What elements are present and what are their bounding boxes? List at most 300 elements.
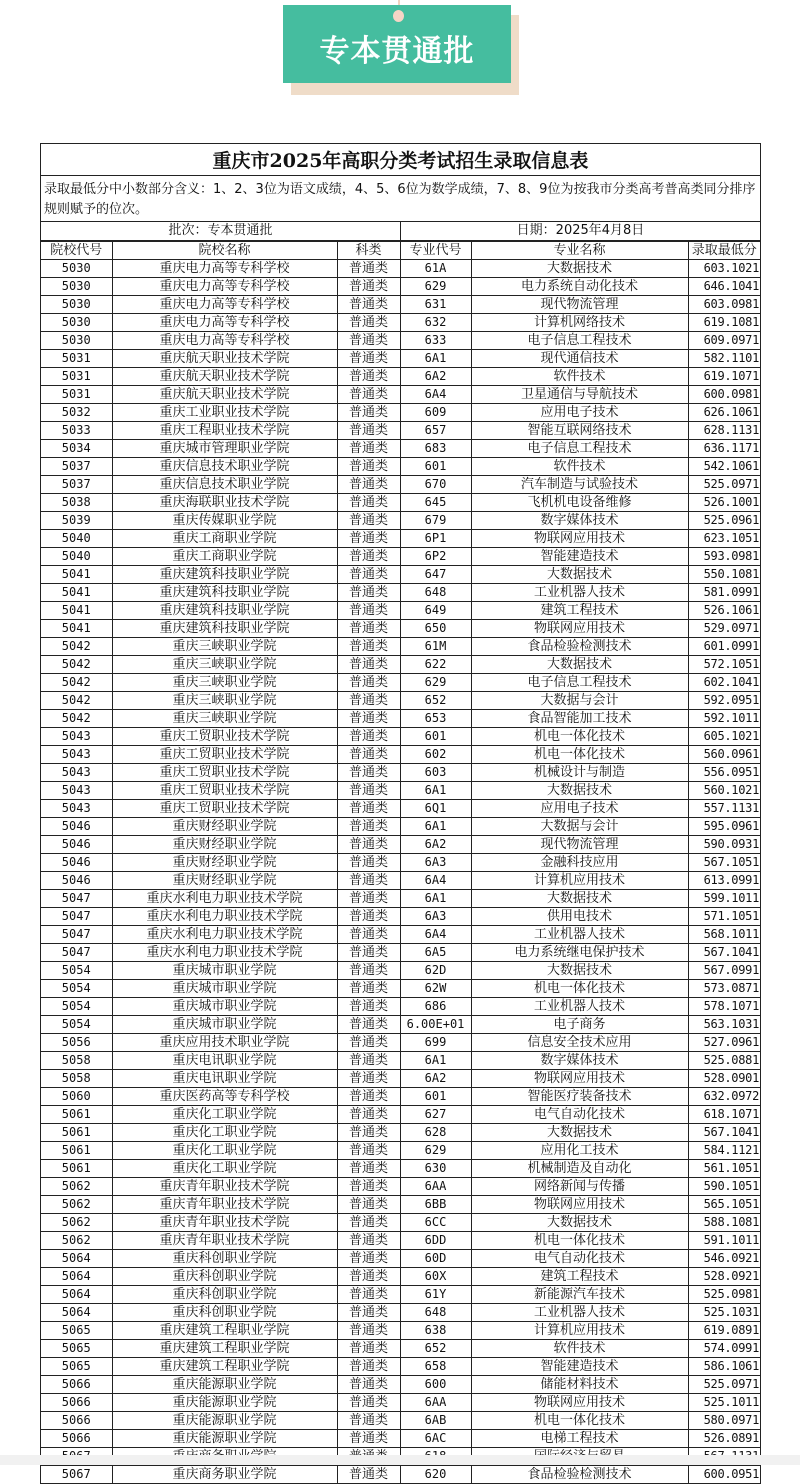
cell-major-name: 应用电子技术 xyxy=(471,404,688,422)
cell-school-name: 重庆电力高等专科学校 xyxy=(112,332,337,350)
cell-school-code: 5043 xyxy=(41,728,112,746)
table-row xyxy=(41,710,760,728)
table-row xyxy=(41,1106,760,1124)
table-row xyxy=(41,458,760,476)
cell-school-name: 重庆建筑科技职业学院 xyxy=(112,602,337,620)
cell-major-name: 物联网应用技术 xyxy=(471,1070,688,1088)
cell-school-code: 5041 xyxy=(41,584,112,602)
cell-school-code: 5054 xyxy=(41,980,112,998)
cell-school-name: 重庆三峡职业学院 xyxy=(112,638,337,656)
table-row xyxy=(41,782,760,800)
cell-min-score: 526.0891 xyxy=(688,1430,760,1448)
cell-min-score: 592.0951 xyxy=(688,692,760,710)
table-row xyxy=(41,1070,760,1088)
cell-school-code: 5058 xyxy=(41,1052,112,1070)
table-header-row xyxy=(41,242,760,260)
cell-school-name: 重庆青年职业技术学院 xyxy=(112,1232,337,1250)
table-row xyxy=(41,1286,760,1304)
table-row xyxy=(41,1016,760,1034)
cell-min-score: 556.0951 xyxy=(688,764,760,782)
cell-school-name: 重庆青年职业技术学院 xyxy=(112,1178,337,1196)
cell-school-code: 5061 xyxy=(41,1160,112,1178)
cell-school-code: 5042 xyxy=(41,656,112,674)
cell-school-code: 5033 xyxy=(41,422,112,440)
cell-school-name: 重庆财经职业学院 xyxy=(112,854,337,872)
table-row xyxy=(41,278,760,296)
cell-school-name: 重庆科创职业学院 xyxy=(112,1250,337,1268)
cell-major-name: 大数据技术 xyxy=(471,656,688,674)
cell-category: 普通类 xyxy=(337,278,400,296)
cell-min-score: 600.0981 xyxy=(688,386,760,404)
cell-major-name: 智能建造技术 xyxy=(471,548,688,566)
cell-category: 普通类 xyxy=(337,440,400,458)
cell-major-name: 汽车制造与试验技术 xyxy=(471,476,688,494)
table-row xyxy=(41,1358,760,1376)
cell-major-name: 电气自动化技术 xyxy=(471,1250,688,1268)
cell-min-score: 600.0951 xyxy=(688,1466,760,1484)
score-note: 录取最低分中小数部分含义：1、2、3位为语文成绩，4、5、6位为数学成绩，7、8、9位为按我市分类高考普高类同分排序规则赋予的位次。 xyxy=(41,176,760,222)
table-row xyxy=(41,1412,760,1430)
table-row xyxy=(41,998,760,1016)
cell-category: 普通类 xyxy=(337,710,400,728)
table-row xyxy=(41,1052,760,1070)
cell-school-name: 重庆医药高等专科学校 xyxy=(112,1088,337,1106)
cell-major-code: 622 xyxy=(400,656,471,674)
cell-major-name: 金融科技应用 xyxy=(471,854,688,872)
cell-major-code: 601 xyxy=(400,1088,471,1106)
cell-school-code: 5030 xyxy=(41,278,112,296)
cell-school-name: 重庆工商职业学院 xyxy=(112,530,337,548)
cell-major-name: 物联网应用技术 xyxy=(471,1196,688,1214)
table-row xyxy=(41,1394,760,1412)
cell-category: 普通类 xyxy=(337,782,400,800)
table-row xyxy=(41,440,760,458)
cell-school-code: 5042 xyxy=(41,710,112,728)
cell-min-score: 560.1021 xyxy=(688,782,760,800)
cell-min-score: 525.0981 xyxy=(688,1286,760,1304)
cell-school-name: 重庆水利电力职业技术学院 xyxy=(112,890,337,908)
cell-major-code: 645 xyxy=(400,494,471,512)
table-row xyxy=(41,386,760,404)
cell-school-name: 重庆水利电力职业技术学院 xyxy=(112,944,337,962)
cell-school-name: 重庆三峡职业学院 xyxy=(112,710,337,728)
cell-category: 普通类 xyxy=(337,602,400,620)
cell-category: 普通类 xyxy=(337,1106,400,1124)
cell-major-name: 飞机机电设备维修 xyxy=(471,494,688,512)
cell-category: 普通类 xyxy=(337,1196,400,1214)
cell-major-code: 6A1 xyxy=(400,782,471,800)
cell-school-name: 重庆建筑科技职业学院 xyxy=(112,566,337,584)
cell-category: 普通类 xyxy=(337,926,400,944)
cell-school-name: 重庆三峡职业学院 xyxy=(112,674,337,692)
cell-min-score: 565.1051 xyxy=(688,1196,760,1214)
cell-min-score: 526.1001 xyxy=(688,494,760,512)
cell-major-code: 6A1 xyxy=(400,890,471,908)
col-header-min-score: 录取最低分 xyxy=(688,242,760,260)
table-row xyxy=(41,854,760,872)
cell-category: 普通类 xyxy=(337,656,400,674)
cell-school-name: 重庆建筑工程职业学院 xyxy=(112,1322,337,1340)
cell-major-name: 大数据技术 xyxy=(471,962,688,980)
table-row xyxy=(41,980,760,998)
cell-school-code: 5043 xyxy=(41,764,112,782)
cell-school-code: 5042 xyxy=(41,674,112,692)
cell-major-name: 大数据技术 xyxy=(471,260,688,278)
cell-school-name: 重庆信息技术职业学院 xyxy=(112,458,337,476)
cell-major-code: 609 xyxy=(400,404,471,422)
cell-major-name: 供用电技术 xyxy=(471,908,688,926)
cell-school-name: 重庆城市管理职业学院 xyxy=(112,440,337,458)
cell-category: 普通类 xyxy=(337,512,400,530)
cell-major-name: 物联网应用技术 xyxy=(471,1394,688,1412)
cell-major-code: 649 xyxy=(400,602,471,620)
cell-category: 普通类 xyxy=(337,1466,400,1484)
cell-major-code: 620 xyxy=(400,1466,471,1484)
cell-school-name: 重庆科创职业学院 xyxy=(112,1304,337,1322)
cell-major-name: 智能互联网络技术 xyxy=(471,422,688,440)
cell-school-name: 重庆电讯职业学院 xyxy=(112,1070,337,1088)
cell-school-name: 重庆城市职业学院 xyxy=(112,998,337,1016)
cell-school-name: 重庆财经职业学院 xyxy=(112,836,337,854)
cell-major-code: 630 xyxy=(400,1160,471,1178)
cell-school-code: 5031 xyxy=(41,350,112,368)
cell-major-code: 670 xyxy=(400,476,471,494)
table-row xyxy=(41,692,760,710)
table-row xyxy=(41,1178,760,1196)
table-row xyxy=(41,962,760,980)
cell-school-name: 重庆商务职业学院 xyxy=(112,1466,337,1484)
table-row xyxy=(41,1160,760,1178)
table-row xyxy=(41,1268,760,1286)
cell-major-name: 机械设计与制造 xyxy=(471,764,688,782)
cell-school-name: 重庆信息技术职业学院 xyxy=(112,476,337,494)
cell-category: 普通类 xyxy=(337,998,400,1016)
cell-major-name: 工业机器人技术 xyxy=(471,998,688,1016)
table-row xyxy=(41,620,760,638)
cell-category: 普通类 xyxy=(337,818,400,836)
cell-school-code: 5066 xyxy=(41,1376,112,1394)
cell-school-code: 5065 xyxy=(41,1358,112,1376)
cell-school-name: 重庆工业职业技术学院 xyxy=(112,404,337,422)
table-row xyxy=(41,926,760,944)
cell-min-score: 605.1021 xyxy=(688,728,760,746)
cell-min-score: 588.1081 xyxy=(688,1214,760,1232)
table-row xyxy=(41,1196,760,1214)
cell-school-code: 5047 xyxy=(41,944,112,962)
cell-school-code: 5062 xyxy=(41,1178,112,1196)
cell-major-name: 电梯工程技术 xyxy=(471,1430,688,1448)
table-row xyxy=(41,566,760,584)
cell-category: 普通类 xyxy=(337,1214,400,1232)
cell-category: 普通类 xyxy=(337,476,400,494)
cell-min-score: 592.1011 xyxy=(688,710,760,728)
cell-major-name: 卫星通信与导航技术 xyxy=(471,386,688,404)
cell-school-code: 5060 xyxy=(41,1088,112,1106)
cell-category: 普通类 xyxy=(337,1340,400,1358)
cell-major-code: 61M xyxy=(400,638,471,656)
cell-school-code: 5047 xyxy=(41,926,112,944)
cell-category: 普通类 xyxy=(337,1034,400,1052)
cell-min-score: 567.1051 xyxy=(688,854,760,872)
cell-major-code: 683 xyxy=(400,440,471,458)
cell-min-score: 573.0871 xyxy=(688,980,760,998)
cell-category: 普通类 xyxy=(337,1268,400,1286)
cell-major-name: 机电一体化技术 xyxy=(471,746,688,764)
cell-school-code: 5041 xyxy=(41,602,112,620)
cell-school-code: 5062 xyxy=(41,1232,112,1250)
cell-category: 普通类 xyxy=(337,350,400,368)
cell-category: 普通类 xyxy=(337,692,400,710)
table-body xyxy=(41,260,760,1484)
cell-school-name: 重庆三峡职业学院 xyxy=(112,692,337,710)
cell-school-name: 重庆三峡职业学院 xyxy=(112,656,337,674)
cell-major-code: 650 xyxy=(400,620,471,638)
cell-min-score: 529.0971 xyxy=(688,620,760,638)
cell-school-name: 重庆科创职业学院 xyxy=(112,1268,337,1286)
cell-category: 普通类 xyxy=(337,854,400,872)
cell-major-name: 电气自动化技术 xyxy=(471,1106,688,1124)
cell-major-code: 699 xyxy=(400,1034,471,1052)
cell-major-code: 6P2 xyxy=(400,548,471,566)
cell-major-name: 机械制造及自动化 xyxy=(471,1160,688,1178)
cell-major-name: 现代物流管理 xyxy=(471,296,688,314)
cell-school-name: 重庆工贸职业技术学院 xyxy=(112,746,337,764)
cell-school-code: 5066 xyxy=(41,1430,112,1448)
cell-major-code: 601 xyxy=(400,458,471,476)
cell-school-name: 重庆财经职业学院 xyxy=(112,872,337,890)
cell-major-name: 大数据与会计 xyxy=(471,818,688,836)
cell-category: 普通类 xyxy=(337,314,400,332)
cell-major-name: 新能源汽车技术 xyxy=(471,1286,688,1304)
table-row xyxy=(41,1376,760,1394)
table-row xyxy=(41,260,760,278)
cell-school-name: 重庆城市职业学院 xyxy=(112,962,337,980)
table-row xyxy=(41,584,760,602)
table-row xyxy=(41,638,760,656)
cell-major-code: 6AC xyxy=(400,1430,471,1448)
cell-category: 普通类 xyxy=(337,1232,400,1250)
cell-school-code: 5047 xyxy=(41,890,112,908)
cell-category: 普通类 xyxy=(337,1304,400,1322)
cell-major-name: 大数据与会计 xyxy=(471,692,688,710)
cell-school-code: 5061 xyxy=(41,1124,112,1142)
table-row xyxy=(41,1142,760,1160)
table-row xyxy=(41,1124,760,1142)
cell-min-score: 632.0972 xyxy=(688,1088,760,1106)
cell-major-code: 679 xyxy=(400,512,471,530)
cell-school-code: 5043 xyxy=(41,800,112,818)
cell-major-code: 629 xyxy=(400,674,471,692)
table-row xyxy=(41,332,760,350)
cell-school-name: 重庆科创职业学院 xyxy=(112,1286,337,1304)
cell-major-code: 657 xyxy=(400,422,471,440)
cell-school-code: 5042 xyxy=(41,692,112,710)
table-row xyxy=(41,728,760,746)
cell-school-name: 重庆海联职业技术学院 xyxy=(112,494,337,512)
cell-school-code: 5034 xyxy=(41,440,112,458)
cell-major-code: 686 xyxy=(400,998,471,1016)
cell-category: 普通类 xyxy=(337,800,400,818)
cell-min-score: 599.1011 xyxy=(688,890,760,908)
cell-major-code: 601 xyxy=(400,728,471,746)
cell-school-code: 5030 xyxy=(41,332,112,350)
cell-min-score: 557.1131 xyxy=(688,800,760,818)
cell-major-code: 6AA xyxy=(400,1178,471,1196)
cell-school-code: 5067 xyxy=(41,1466,112,1484)
cell-major-code: 658 xyxy=(400,1358,471,1376)
cell-major-name: 信息安全技术应用 xyxy=(471,1034,688,1052)
cell-major-name: 网络新闻与传播 xyxy=(471,1178,688,1196)
cell-min-score: 613.0991 xyxy=(688,872,760,890)
cell-school-code: 5065 xyxy=(41,1340,112,1358)
col-header-school-name: 院校名称 xyxy=(112,242,337,260)
table-row xyxy=(41,800,760,818)
table-row xyxy=(41,764,760,782)
table-row xyxy=(41,908,760,926)
cell-major-name: 工业机器人技术 xyxy=(471,1304,688,1322)
cell-major-code: 62D xyxy=(400,962,471,980)
cell-category: 普通类 xyxy=(337,1142,400,1160)
cell-school-name: 重庆建筑工程职业学院 xyxy=(112,1340,337,1358)
cell-category: 普通类 xyxy=(337,1124,400,1142)
cell-school-code: 5066 xyxy=(41,1394,112,1412)
table-row xyxy=(41,422,760,440)
cell-category: 普通类 xyxy=(337,962,400,980)
table-row xyxy=(41,1322,760,1340)
table-row xyxy=(41,530,760,548)
cell-min-score: 584.1121 xyxy=(688,1142,760,1160)
cell-min-score: 619.1081 xyxy=(688,314,760,332)
cell-major-name: 计算机应用技术 xyxy=(471,1322,688,1340)
cell-school-code: 5038 xyxy=(41,494,112,512)
cell-category: 普通类 xyxy=(337,1412,400,1430)
cell-major-code: 652 xyxy=(400,692,471,710)
cell-major-code: 633 xyxy=(400,332,471,350)
cell-min-score: 563.1031 xyxy=(688,1016,760,1034)
cell-school-name: 重庆工贸职业技术学院 xyxy=(112,764,337,782)
table-row xyxy=(41,1304,760,1322)
cell-major-code: 6A4 xyxy=(400,386,471,404)
cell-min-score: 609.0971 xyxy=(688,332,760,350)
cell-major-code: 603 xyxy=(400,764,471,782)
cell-major-code: 600 xyxy=(400,1376,471,1394)
meta-row xyxy=(41,222,760,241)
cell-school-name: 重庆化工职业学院 xyxy=(112,1142,337,1160)
cell-major-name: 电力系统自动化技术 xyxy=(471,278,688,296)
cell-major-code: 602 xyxy=(400,746,471,764)
cell-major-code: 6Q1 xyxy=(400,800,471,818)
table-row xyxy=(41,890,760,908)
cell-major-name: 电子商务 xyxy=(471,1016,688,1034)
cell-school-name: 重庆化工职业学院 xyxy=(112,1124,337,1142)
cell-major-code: 60X xyxy=(400,1268,471,1286)
col-header-category: 科类 xyxy=(337,242,400,260)
cell-school-code: 5054 xyxy=(41,1016,112,1034)
badge-label: 专本贯通批 xyxy=(319,34,475,69)
cell-school-name: 重庆工贸职业技术学院 xyxy=(112,728,337,746)
cell-school-name: 重庆电力高等专科学校 xyxy=(112,314,337,332)
cell-major-name: 储能材料技术 xyxy=(471,1376,688,1394)
sheet-title: 重庆市2025年高职分类考试招生录取信息表 xyxy=(212,150,589,172)
cell-min-score: 619.1071 xyxy=(688,368,760,386)
cell-school-code: 5061 xyxy=(41,1142,112,1160)
cell-category: 普通类 xyxy=(337,1016,400,1034)
date-label: 日期：2025年4月8日 xyxy=(516,223,645,238)
cell-category: 普通类 xyxy=(337,296,400,314)
cell-major-name: 现代通信技术 xyxy=(471,350,688,368)
cell-school-code: 5041 xyxy=(41,566,112,584)
cell-min-score: 568.1011 xyxy=(688,926,760,944)
cell-school-name: 重庆电讯职业学院 xyxy=(112,1052,337,1070)
cell-school-name: 重庆城市职业学院 xyxy=(112,1016,337,1034)
cell-major-name: 智能医疗装备技术 xyxy=(471,1088,688,1106)
cell-major-code: 629 xyxy=(400,278,471,296)
cell-category: 普通类 xyxy=(337,764,400,782)
cell-school-code: 5042 xyxy=(41,638,112,656)
cell-major-name: 机电一体化技术 xyxy=(471,1412,688,1430)
cell-min-score: 550.1081 xyxy=(688,566,760,584)
cell-category: 普通类 xyxy=(337,1286,400,1304)
cell-school-name: 重庆工商职业学院 xyxy=(112,548,337,566)
cell-major-code: 628 xyxy=(400,1124,471,1142)
table-row xyxy=(41,1466,760,1484)
cell-school-code: 5062 xyxy=(41,1196,112,1214)
cell-category: 普通类 xyxy=(337,908,400,926)
cell-major-name: 电力系统继电保护技术 xyxy=(471,944,688,962)
cell-major-name: 机电一体化技术 xyxy=(471,728,688,746)
cell-min-score: 603.0981 xyxy=(688,296,760,314)
cell-major-name: 大数据技术 xyxy=(471,782,688,800)
cell-category: 普通类 xyxy=(337,530,400,548)
cell-school-name: 重庆航天职业技术学院 xyxy=(112,386,337,404)
table-row xyxy=(41,1430,760,1448)
cell-category: 普通类 xyxy=(337,368,400,386)
cell-school-name: 重庆电力高等专科学校 xyxy=(112,260,337,278)
cell-school-name: 重庆水利电力职业技术学院 xyxy=(112,908,337,926)
cell-school-code: 5046 xyxy=(41,836,112,854)
cell-major-name: 建筑工程技术 xyxy=(471,1268,688,1286)
cell-min-score: 618.1071 xyxy=(688,1106,760,1124)
cell-category: 普通类 xyxy=(337,260,400,278)
cell-major-code: 647 xyxy=(400,566,471,584)
cell-school-name: 重庆能源职业学院 xyxy=(112,1376,337,1394)
cell-school-name: 重庆建筑工程职业学院 xyxy=(112,1358,337,1376)
cell-min-score: 623.1051 xyxy=(688,530,760,548)
cell-category: 普通类 xyxy=(337,332,400,350)
cell-school-name: 重庆应用技术职业学院 xyxy=(112,1034,337,1052)
cell-major-code: 6BB xyxy=(400,1196,471,1214)
cell-major-code: 653 xyxy=(400,710,471,728)
table-row xyxy=(41,674,760,692)
cell-school-code: 5040 xyxy=(41,530,112,548)
cell-school-code: 5054 xyxy=(41,962,112,980)
cell-major-code: 6A2 xyxy=(400,1070,471,1088)
cell-school-name: 重庆能源职业学院 xyxy=(112,1430,337,1448)
cell-school-name: 重庆青年职业技术学院 xyxy=(112,1196,337,1214)
cell-major-name: 电子信息工程技术 xyxy=(471,332,688,350)
cell-school-code: 5031 xyxy=(41,386,112,404)
cell-major-name: 食品检验检测技术 xyxy=(471,638,688,656)
cell-min-score: 525.0961 xyxy=(688,512,760,530)
cell-major-code: 648 xyxy=(400,584,471,602)
cell-major-name: 软件技术 xyxy=(471,1340,688,1358)
table-row xyxy=(41,1034,760,1052)
table-row xyxy=(41,746,760,764)
cell-min-score: 581.0991 xyxy=(688,584,760,602)
table-row xyxy=(41,1088,760,1106)
cell-min-score: 603.1021 xyxy=(688,260,760,278)
cell-school-code: 5043 xyxy=(41,746,112,764)
